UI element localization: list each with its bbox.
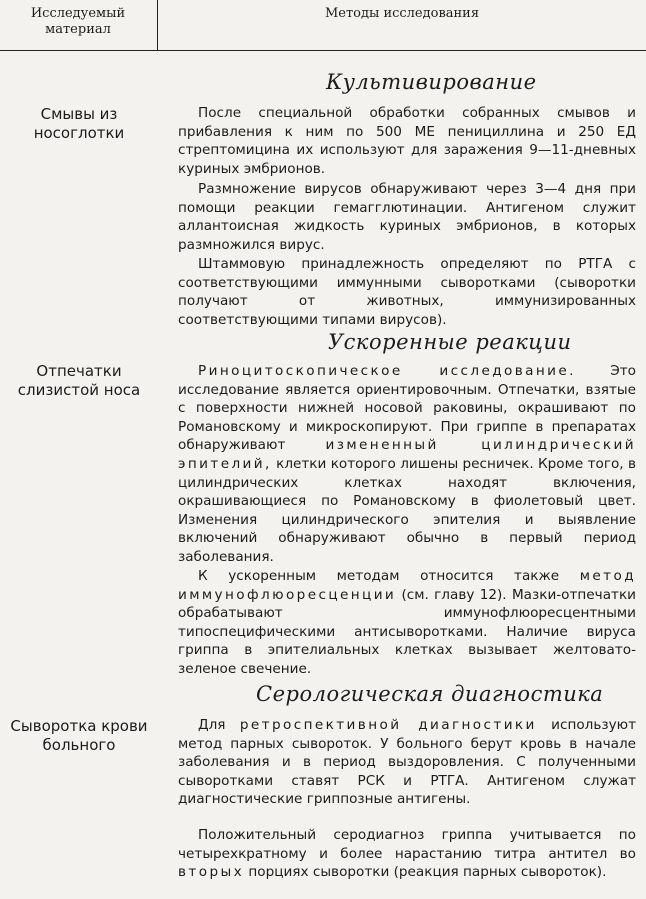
- term-altered-epithelium: измененный цилиндрический эпителий,: [178, 437, 636, 472]
- section-title-cultivation: Культивирование: [326, 70, 537, 94]
- section-title-rapid-reactions: Ускоренные реакции: [328, 330, 572, 354]
- material-patient-blood-serum: Сыворотка крови больного: [10, 717, 148, 754]
- paragraph-cultivation-2: Размножение вирусов обнаруживают через 3—4 дня при помощи реакции гемагглютинации. Антигеном служит аллантоисная жидкость куриных эмбрионов, в которых размножился вирус.: [178, 181, 636, 253]
- paragraph-text: используют метод парных сывороток. У больного берут кровь в начале заболевания и в период выздоровления. С полученными сыворотками ставят РСК и РТГА. Антигеном служат диагностические гриппозные антигены.: [178, 717, 636, 808]
- paragraph-text: порциях сыворотки (реакция парных сывороток).: [244, 864, 607, 881]
- material-nasopharynx-washes: Смывы из носоглотки: [33, 105, 125, 142]
- material-nasal-mucosa-prints: Отпечатки слизистой носа: [17, 362, 141, 399]
- term-immunofluorescence-method: метод иммунофлюоресценции: [178, 568, 636, 603]
- term-second-portions: вторых: [178, 864, 245, 881]
- paragraph-cultivation-3: Штаммовую принадлежность определяют по РТГА с соответствующими иммунными сыворотками (сыворотки получают от животных, иммунизированных соответствующими типами вирусов).: [178, 256, 636, 328]
- paragraph-text: Для: [198, 717, 240, 733]
- paragraph-rhinocytoscopy: [178, 362, 636, 567]
- section-title-serological-diagnosis: Серологическая диагностика: [256, 682, 604, 706]
- term-retrospective-diagnosis: ретроспективной диагностики: [239, 717, 537, 733]
- term-rhinocytoscopic-study: Риноцитоскопическое исследование.: [198, 363, 576, 379]
- table-header: [0, 0, 646, 51]
- paragraph-immunofluorescence: [178, 567, 636, 679]
- paragraph-retrospective-diagnosis: [178, 716, 636, 809]
- paragraph-text: Это исследование является ориентировочным. Отпечатки, взятые с поверхности нижней носовой раковины, окрашивают по Романовскому и микроскопируют. При гриппе в препаратах обнаруживают: [178, 363, 636, 454]
- paragraph-cultivation-1: После специальной обработки собранных смывов и прибавления к ним по 500 МЕ пенициллина и 250 ЕД стрептомицина их используют для заражения 9—11-дневных куриных эмбрионов.: [178, 105, 636, 177]
- paragraph-text: клетки которого лишены ресничек. Кроме того, в цилиндрических клетках находят включения, окрашивающиеся по Романовскому в фиолетовый цвет. Изменения цилиндрического эпителия и выявление включений обнаруживают обычно в первый период заболевания.: [178, 455, 636, 565]
- paragraph-text: К ускоренным методам относится также: [198, 568, 580, 584]
- paragraph-text: (см. главу 12). Мазки-отпечатки обрабатывают иммунофлюоресцентными типоспецифическими антисыворотками. Наличие вируса гриппа в эпителиальных клетках вызывает желтовато-зеленое свечение.: [178, 586, 636, 677]
- column-header-methods: Методы исследования: [324, 6, 480, 21]
- column-header-material: Исследуемый материал: [30, 6, 126, 37]
- paragraph-seroconversion: [178, 826, 636, 882]
- paragraph-text: Положительный серодиагноз гриппа учитывается по четырехкратному и более нарастанию титра антител во: [178, 827, 636, 862]
